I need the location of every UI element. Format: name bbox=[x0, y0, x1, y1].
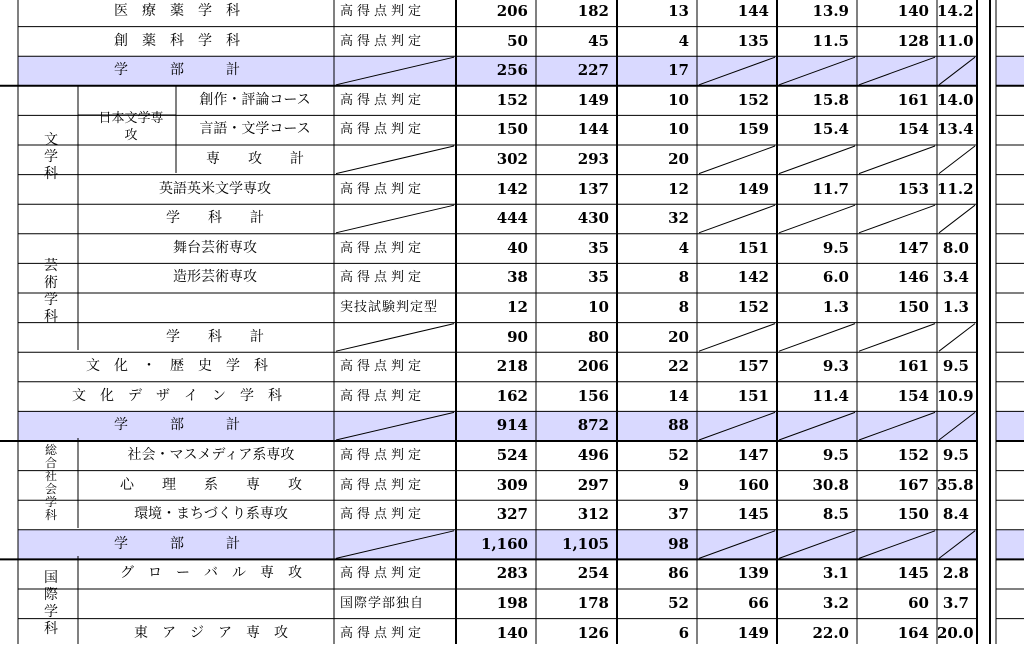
value-cell: 14 bbox=[668, 386, 689, 405]
value-cell: 147 bbox=[737, 446, 769, 464]
value-cell: 1.3 bbox=[942, 298, 969, 316]
value-cell: 164 bbox=[897, 623, 929, 642]
value-cell: 86 bbox=[668, 564, 689, 583]
row-label: 心 理 系 専 攻 bbox=[120, 476, 302, 493]
judge-method: 高得点判定 bbox=[340, 388, 426, 404]
value-cell: 35.8 bbox=[937, 475, 974, 494]
value-cell: 15.8 bbox=[812, 90, 849, 109]
value-cell: 10 bbox=[668, 90, 689, 109]
value-cell: 9.5 bbox=[822, 238, 849, 257]
value-cell: 150 bbox=[897, 298, 929, 316]
table-row bbox=[0, 352, 1024, 382]
table-row bbox=[0, 500, 1024, 530]
value-cell: 10.9 bbox=[937, 386, 974, 405]
value-cell: 11.2 bbox=[937, 179, 974, 198]
row-label: 学 部 計 bbox=[114, 535, 240, 552]
value-cell: 206 bbox=[577, 357, 609, 376]
row-label: 学 科 計 bbox=[166, 328, 264, 345]
value-cell: 22 bbox=[668, 357, 689, 376]
value-cell: 9.3 bbox=[822, 357, 849, 376]
row-label: 社会・マスメディア系専攻 bbox=[127, 447, 295, 463]
value-cell: 10 bbox=[588, 298, 609, 316]
judge-method: 実技試験判定型 bbox=[340, 300, 439, 315]
value-cell: 149 bbox=[737, 623, 769, 642]
judge-method: 国際学部独自 bbox=[340, 596, 425, 611]
value-cell: 4 bbox=[678, 31, 689, 50]
value-cell: 52 bbox=[668, 446, 689, 464]
value-cell: 3.2 bbox=[822, 594, 849, 612]
judge-method: 高得点判定 bbox=[340, 4, 426, 19]
value-cell: 151 bbox=[737, 386, 769, 405]
value-cell: 206 bbox=[496, 2, 528, 20]
value-cell: 20 bbox=[668, 327, 689, 346]
row-label: 学 部 計 bbox=[114, 417, 240, 434]
judge-method: 高得点判定 bbox=[340, 33, 426, 49]
value-cell: 88 bbox=[668, 416, 689, 435]
value-cell: 11.7 bbox=[812, 179, 849, 198]
value-cell: 147 bbox=[897, 238, 929, 257]
value-cell: 35 bbox=[588, 238, 609, 257]
value-cell: 153 bbox=[897, 179, 929, 198]
value-cell: 149 bbox=[737, 179, 769, 198]
value-cell: 15.4 bbox=[812, 120, 849, 139]
row-label: 学 科 計 bbox=[166, 210, 264, 227]
value-cell: 90 bbox=[507, 327, 528, 346]
value-cell: 139 bbox=[737, 564, 769, 583]
value-cell: 152 bbox=[897, 446, 929, 464]
value-cell: 60 bbox=[908, 594, 929, 612]
value-cell: 156 bbox=[577, 386, 609, 405]
value-cell: 8.5 bbox=[822, 505, 849, 524]
row-label: 環境・まちづくり系専攻 bbox=[134, 506, 288, 523]
value-cell: 144 bbox=[577, 120, 609, 139]
value-cell: 11.5 bbox=[812, 31, 849, 50]
value-cell: 52 bbox=[668, 594, 689, 612]
value-cell: 6 bbox=[678, 623, 689, 642]
total-row-highlight-edge bbox=[996, 411, 1024, 440]
value-cell: 126 bbox=[577, 623, 609, 642]
value-cell: 149 bbox=[577, 90, 609, 109]
value-cell: 1.3 bbox=[822, 298, 849, 316]
row-label: 文 化 デ ザ イ ン 学 科 bbox=[72, 387, 282, 404]
value-cell: 161 bbox=[897, 90, 929, 109]
row-label: 英語英米文学専攻 bbox=[159, 180, 271, 197]
value-cell: 13 bbox=[668, 2, 689, 20]
row-label: 造形芸術専攻 bbox=[173, 269, 257, 286]
value-cell: 178 bbox=[577, 594, 609, 612]
value-cell: 137 bbox=[577, 179, 609, 198]
table-row bbox=[0, 145, 1024, 175]
value-cell: 3.1 bbox=[822, 564, 849, 583]
value-cell: 159 bbox=[737, 120, 769, 139]
value-cell: 10 bbox=[668, 120, 689, 139]
value-cell: 135 bbox=[737, 31, 769, 50]
value-cell: 146 bbox=[897, 268, 929, 287]
value-cell: 40 bbox=[507, 238, 528, 257]
value-cell: 430 bbox=[577, 209, 609, 228]
judge-method: 高得点判定 bbox=[340, 359, 426, 375]
row-label: 医 療 薬 学 科 bbox=[114, 3, 240, 19]
value-cell: 30.8 bbox=[812, 475, 849, 494]
judge-method: 高得点判定 bbox=[340, 92, 426, 108]
row-label: 学 部 計 bbox=[114, 62, 240, 79]
value-cell: 6.0 bbox=[822, 268, 849, 287]
table-row bbox=[0, 263, 1024, 293]
table-row bbox=[0, 0, 1024, 27]
table-row bbox=[0, 293, 1024, 323]
value-cell: 444 bbox=[496, 209, 528, 228]
judge-method: 高得点判定 bbox=[340, 122, 426, 138]
value-cell: 302 bbox=[496, 150, 528, 168]
value-cell: 17 bbox=[668, 61, 689, 80]
value-cell: 80 bbox=[588, 327, 609, 346]
row-label: 舞台芸術専攻 bbox=[173, 239, 257, 256]
judge-method: 高得点判定 bbox=[340, 507, 426, 523]
value-cell: 154 bbox=[897, 386, 929, 405]
value-cell: 1,105 bbox=[562, 534, 609, 553]
value-cell: 145 bbox=[737, 505, 769, 524]
value-cell: 151 bbox=[737, 238, 769, 257]
row-label: 創作・評論コース bbox=[199, 91, 311, 108]
value-cell: 293 bbox=[577, 150, 609, 168]
value-cell: 297 bbox=[577, 475, 609, 494]
value-cell: 218 bbox=[496, 357, 528, 376]
value-cell: 496 bbox=[577, 446, 609, 464]
total-row bbox=[0, 530, 1024, 560]
value-cell: 309 bbox=[496, 475, 528, 494]
value-cell: 182 bbox=[577, 2, 609, 20]
value-cell: 227 bbox=[577, 61, 609, 80]
value-cell: 144 bbox=[737, 2, 769, 20]
value-cell: 283 bbox=[496, 564, 528, 583]
value-cell: 152 bbox=[737, 90, 769, 109]
value-cell: 198 bbox=[496, 594, 528, 612]
value-cell: 9.5 bbox=[942, 446, 969, 464]
row-label: 専 攻 計 bbox=[206, 151, 304, 167]
group-label-nihon: 日本文学専攻 bbox=[98, 111, 164, 143]
value-cell: 914 bbox=[496, 416, 528, 435]
value-cell: 11.4 bbox=[812, 386, 849, 405]
value-cell: 20.0 bbox=[937, 623, 974, 642]
judge-method: 高得点判定 bbox=[340, 625, 426, 641]
value-cell: 12 bbox=[668, 179, 689, 198]
value-cell: 140 bbox=[496, 623, 528, 642]
value-cell: 50 bbox=[507, 31, 528, 50]
value-cell: 14.2 bbox=[937, 2, 974, 20]
value-cell: 167 bbox=[897, 475, 929, 494]
value-cell: 22.0 bbox=[812, 623, 849, 642]
table-row bbox=[0, 441, 1024, 471]
value-cell: 150 bbox=[897, 505, 929, 524]
value-cell: 37 bbox=[668, 505, 689, 524]
value-cell: 154 bbox=[897, 120, 929, 139]
table-row bbox=[0, 204, 1024, 234]
table-row bbox=[0, 234, 1024, 264]
value-cell: 45 bbox=[588, 31, 609, 50]
total-row-highlight-edge bbox=[996, 530, 1024, 559]
value-cell: 162 bbox=[496, 386, 528, 405]
judge-method: 高得点判定 bbox=[340, 448, 426, 463]
value-cell: 140 bbox=[897, 2, 929, 20]
value-cell: 9.5 bbox=[942, 357, 969, 376]
value-cell: 13.4 bbox=[937, 120, 974, 139]
judge-method: 高得点判定 bbox=[340, 240, 426, 256]
value-cell: 8 bbox=[678, 268, 689, 287]
value-cell: 1,160 bbox=[481, 534, 528, 553]
value-cell: 32 bbox=[668, 209, 689, 228]
row-label: グ ロ ー バ ル 専 攻 bbox=[120, 565, 302, 582]
value-cell: 145 bbox=[897, 564, 929, 583]
value-cell: 256 bbox=[496, 61, 528, 80]
row-label: 創 薬 科 学 科 bbox=[114, 32, 240, 49]
value-cell: 161 bbox=[897, 357, 929, 376]
value-cell: 254 bbox=[577, 564, 609, 583]
value-cell: 327 bbox=[496, 505, 528, 524]
value-cell: 8.0 bbox=[942, 238, 969, 257]
table-row bbox=[0, 589, 1024, 619]
value-cell: 20 bbox=[668, 150, 689, 168]
value-cell: 160 bbox=[737, 475, 769, 494]
value-cell: 524 bbox=[496, 446, 528, 464]
value-cell: 12 bbox=[507, 298, 528, 316]
value-cell: 35 bbox=[588, 268, 609, 287]
value-cell: 8 bbox=[678, 298, 689, 316]
value-cell: 872 bbox=[577, 416, 609, 435]
table-row bbox=[0, 175, 1024, 205]
judge-method: 高得点判定 bbox=[340, 566, 426, 582]
value-cell: 9 bbox=[678, 475, 689, 494]
table-row bbox=[0, 382, 1024, 412]
value-cell: 66 bbox=[748, 594, 769, 612]
value-cell: 312 bbox=[577, 505, 609, 524]
total-row bbox=[0, 56, 1024, 86]
value-cell: 152 bbox=[737, 298, 769, 316]
value-cell: 9.5 bbox=[822, 446, 849, 464]
group-label-bungaku: 文学科 bbox=[44, 132, 58, 182]
group-label-kokusai: 国際学科 bbox=[44, 570, 58, 637]
value-cell: 157 bbox=[737, 357, 769, 376]
judge-method: 高得点判定 bbox=[340, 270, 426, 286]
row-label: 文 化 ・ 歴 史 学 科 bbox=[86, 358, 268, 375]
value-cell: 142 bbox=[496, 179, 528, 198]
value-cell: 13.9 bbox=[812, 2, 849, 20]
judge-method: 高得点判定 bbox=[340, 181, 426, 197]
row-label: 東 ア ジ ア 専 攻 bbox=[134, 624, 288, 641]
table-row bbox=[0, 115, 1024, 145]
table-row bbox=[0, 471, 1024, 501]
value-cell: 150 bbox=[496, 120, 528, 139]
judge-method: 高得点判定 bbox=[340, 477, 426, 493]
table-row bbox=[0, 559, 1024, 589]
value-cell: 3.4 bbox=[942, 268, 969, 287]
value-cell: 2.8 bbox=[942, 564, 969, 583]
value-cell: 8.4 bbox=[942, 505, 969, 524]
table-row bbox=[0, 27, 1024, 57]
row-label: 言語・文学コース bbox=[199, 121, 311, 138]
group-label-sougou: 総合社会学科 bbox=[44, 443, 57, 522]
total-row-highlight-edge bbox=[996, 56, 1024, 85]
value-cell: 3.7 bbox=[942, 594, 969, 612]
table-row bbox=[0, 323, 1024, 353]
group-label-geijutsu: 芸術学科 bbox=[44, 258, 58, 325]
value-cell: 152 bbox=[496, 90, 528, 109]
value-cell: 142 bbox=[737, 268, 769, 287]
value-cell: 11.0 bbox=[937, 31, 974, 50]
value-cell: 14.0 bbox=[937, 90, 974, 109]
table-row bbox=[0, 86, 1024, 116]
value-cell: 4 bbox=[678, 238, 689, 257]
value-cell: 38 bbox=[507, 268, 528, 287]
total-row bbox=[0, 411, 1024, 441]
value-cell: 128 bbox=[897, 31, 929, 50]
value-cell: 98 bbox=[668, 534, 689, 553]
